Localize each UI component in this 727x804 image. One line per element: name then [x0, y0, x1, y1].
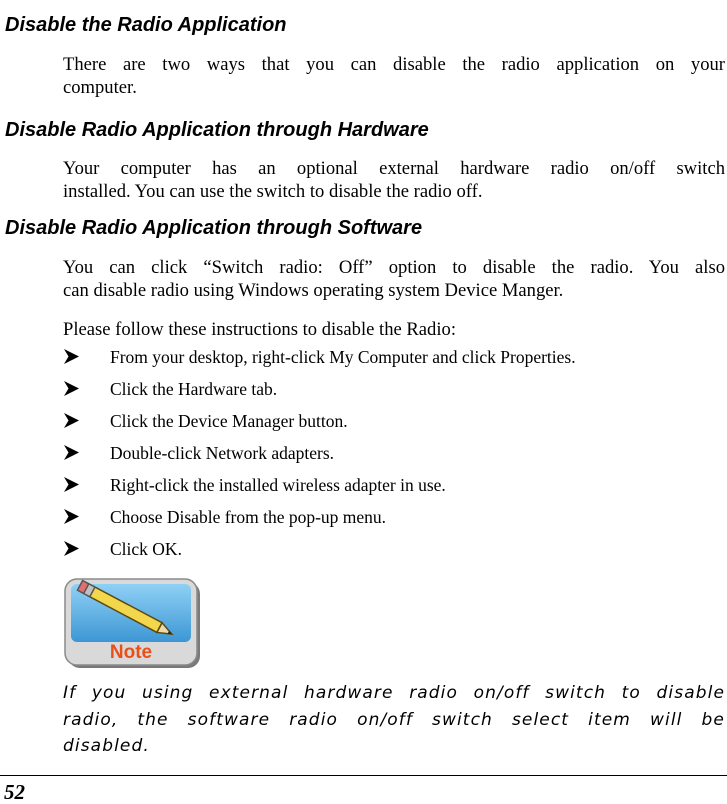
page-number: 52 [4, 780, 25, 804]
paragraph-line: There are two ways that you can disable the radio application on your [63, 54, 725, 75]
instructions-intro: Please follow these instructions to disable the Radio: [63, 319, 456, 340]
step-text: Choose Disable from the pop-up menu. [110, 507, 387, 527]
paragraph-line: installed. You can use the switch to disable the radio off. [63, 181, 483, 202]
arrow-bullet-icon [63, 476, 80, 493]
paragraph-line: You can click “Switch radio: Off” option to disable the radio. You also [63, 257, 725, 278]
heading-software: Disable Radio Application through Software [5, 217, 423, 239]
step-text: Click the Device Manager button. [110, 411, 348, 431]
note-pencil-icon [63, 578, 203, 670]
note-line: If you using external hardware radio on/off switch to disable [63, 683, 725, 703]
arrow-bullet-icon [63, 348, 80, 365]
note-text [63, 680, 725, 760]
step-text: From your desktop, right-click My Computer and click Properties. [110, 347, 576, 367]
note-line: radio, the software radio on/off switch select item will be [63, 709, 725, 730]
step-text: Click the Hardware tab. [110, 379, 278, 399]
heading-hardware: Disable Radio Application through Hardware [5, 119, 429, 141]
arrow-bullet-icon [63, 412, 80, 429]
arrow-bullet-icon [63, 540, 80, 557]
paragraph-software [63, 256, 725, 302]
heading-disable-radio: Disable the Radio Application [5, 14, 287, 36]
step-text: Right-click the installed wireless adapter in use. [110, 475, 446, 495]
paragraph-hardware [63, 157, 725, 203]
arrow-bullet-icon [63, 444, 80, 461]
note-icon-label: Note [109, 642, 153, 663]
paragraph-line: Your computer has an optional external hardware radio on/off switch [63, 158, 725, 179]
paragraph-line: computer. [63, 77, 137, 98]
step-text: Double-click Network adapters. [110, 443, 335, 463]
paragraph-line: can disable radio using Windows operating system Device Manger. [63, 280, 564, 301]
note-line: disabled. [63, 736, 150, 756]
arrow-bullet-icon [63, 508, 80, 525]
paragraph-disable-intro [63, 53, 725, 99]
step-text: Click OK. [110, 539, 182, 559]
footer-divider [0, 775, 727, 776]
arrow-bullet-icon [63, 380, 80, 397]
